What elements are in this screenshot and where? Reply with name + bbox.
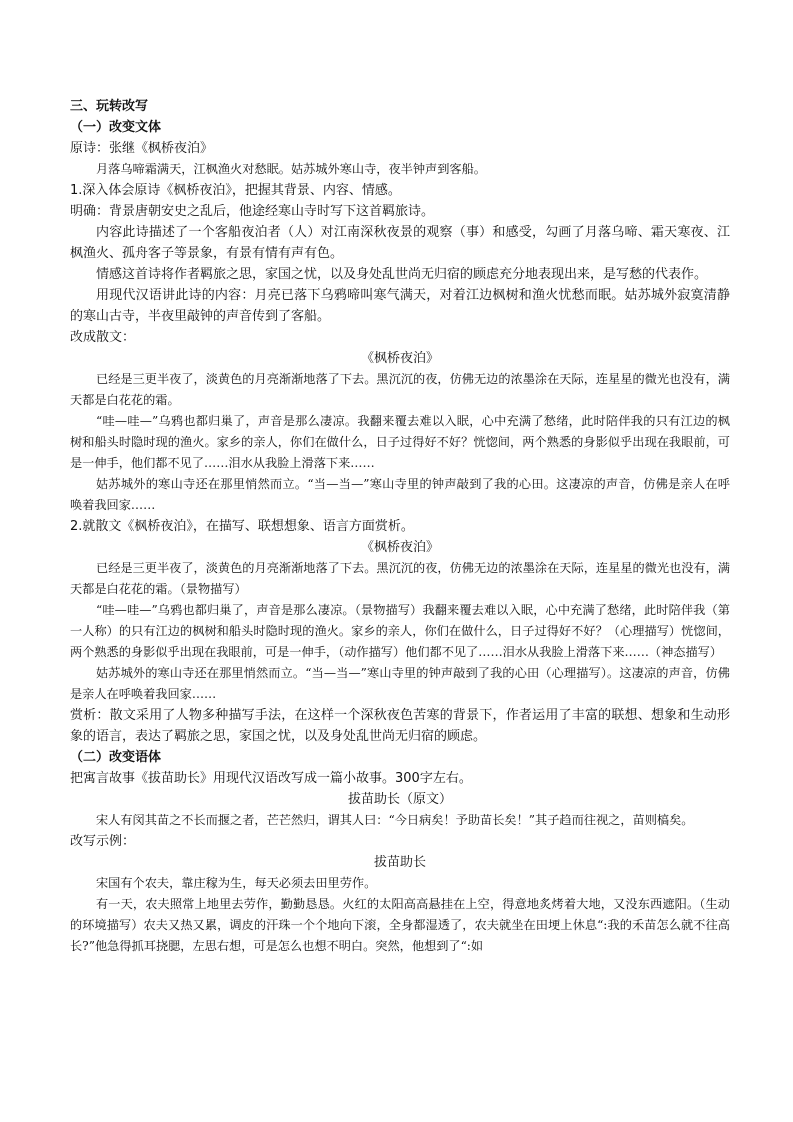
- answer-background: 明确：背景唐朝安史之乱后，他途经寒山寺时写下这首羁旅诗。: [70, 204, 435, 219]
- question-1: 1.深入体会原诗《枫桥夜泊》，把握其背景、内容、情感。: [70, 183, 401, 198]
- story-paragraph-2: 有一天，农夫照常上地里去劳作，勤勤恳恳。火红的太阳高高悬挂在上空，得意地炙烤着大地，又没东西遮阳。（生动的环境描写）农夫又热又累，调皮的汗珠一个个地向下滚，全身都湿透了，农夫就坐在田埂上休息“:我的禾苗怎么就不往高长?”他急得抓耳挠腮，左思右想，可是怎么也想不明白。突然，他想到了“:如: [70, 897, 730, 953]
- appreciation: 赏析：散文采用了人物多种描写手法，在这样一个深秋夜色苦寒的背景下，作者运用了丰富的联想、想象和生动形象的语言，表达了羁旅之思，家国之忧，以及身处乱世尚无归宿的顾虑。: [70, 708, 730, 744]
- prose-title: 《枫桥夜泊》: [360, 351, 439, 366]
- document-page: [70, 96, 730, 957]
- poem-text: 月落乌啼霜满天，江枫渔火对愁眠。姑苏城外寒山寺，夜半钟声到客船。: [96, 162, 486, 176]
- original-poem-label: 原诗：张继《枫桥夜泊》: [70, 141, 214, 156]
- answer-content: 内容此诗描述了一个客船夜泊者（人）对江南深秋夜景的观察（事）和感受，勾画了月落乌啼、霜天寒夜、江枫渔火、孤舟客子等景象，有景有情有声有色。: [70, 225, 730, 261]
- analysis-title: 《枫桥夜泊》: [360, 540, 439, 555]
- part1-heading: （一）改变文体: [70, 120, 162, 135]
- part2-heading: （二）改变语体: [70, 750, 162, 765]
- prose-paragraph-3: 姑苏城外的寒山寺还在那里悄然而立。“当—当—”寒山寺里的钟声敲到了我的心田。这凄凉的声音，仿佛是亲人在呼唤着我回家……: [70, 477, 730, 512]
- analysis-paragraph-3: 姑苏城外的寒山寺还在那里悄然而立。“当—当—”寒山寺里的钟声敲到了我的心田（心理描写）。这凄凉的声音，仿佛是亲人在呼唤着我回家……: [70, 666, 730, 701]
- task-2: 把寓言故事《拔苗助长》用现代汉语改写成一篇小故事。300字左右。: [70, 771, 472, 786]
- section-heading: 三、玩转改写: [70, 99, 149, 114]
- analysis-paragraph-2: “哇—哇—”乌鸦也都归巢了，声音是那么凄凉。（景物描写）我翻来覆去难以入眠，心中充满了愁绪，此时陪伴我（第一人称）的只有江边的枫树和船头时隐时现的渔火。家乡的亲人，你们在做什么，日子过得好不好？（心理描写）恍惚间，两个熟悉的身影似乎出现在我眼前，可是一伸手，（动作描写）他们都不见了……泪水从我脸上滑落下来……（神态描写）: [70, 603, 730, 659]
- prose-label: 改成散文：: [70, 330, 136, 345]
- fable-text: 宋人有闵其苗之不长而揠之者，芒芒然归，谓其人曰：“今日病矣！予助苗长矣！”其子趋而往视之，苗则槁矣。: [96, 813, 694, 827]
- story-paragraph-1: 宋国有个农夫，靠庄稼为生，每天必须去田里劳作。: [96, 876, 377, 890]
- answer-emotion: 情感这首诗将作者羁旅之思，家国之忧，以及身处乱世尚无归宿的顾虑充分地表现出来，是写愁的代表作。: [96, 267, 708, 282]
- analysis-paragraph-1: 已经是三更半夜了，淡黄色的月亮渐渐地落了下去。黑沉沉的夜，仿佛无边的浓墨涂在天际，连星星的微光也没有，满天都是白花花的霜。（景物描写）: [70, 561, 730, 596]
- question-2: 2.就散文《枫桥夜泊》，在描写、联想想象、语言方面赏析。: [70, 519, 414, 534]
- translation: 用现代汉语讲此诗的内容：月亮已落下乌鸦啼叫寒气满天，对着江边枫树和渔火忧愁而眠。姑苏城外寂寞清静的寒山古寺，半夜里敲钟的声音传到了客船。: [70, 288, 730, 324]
- example-label: 改写示例：: [70, 834, 136, 849]
- story-title: 拔苗助长: [373, 855, 426, 870]
- fable-title: 拔苗助长（原文）: [347, 792, 452, 807]
- prose-paragraph-2: “哇—哇—”乌鸦也都归巢了，声音是那么凄凉。我翻来覆去难以入眠，心中充满了愁绪，此时陪伴我的只有江边的枫树和船头时隐时现的渔火。家乡的亲人，你们在做什么，日子过得好不好？恍惚间，两个熟悉的身影似乎出现在我眼前，可是一伸手，他们都不见了……泪水从我脸上滑落下来……: [70, 414, 730, 470]
- prose-paragraph-1: 已经是三更半夜了，淡黄色的月亮渐渐地落了下去。黑沉沉的夜，仿佛无边的浓墨涂在天际，连星星的微光也没有，满天都是白花花的霜。: [70, 372, 730, 407]
